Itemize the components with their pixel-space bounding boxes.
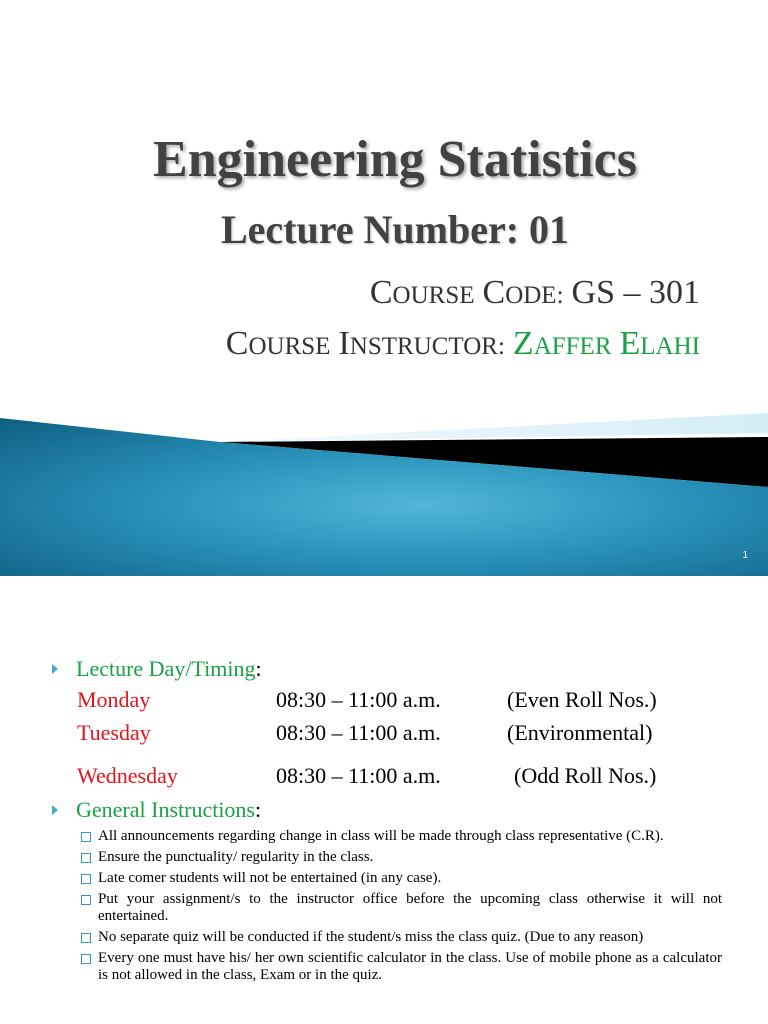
arrow-bullet-icon (52, 664, 58, 674)
schedule-note: (Environmental) (507, 720, 653, 745)
checkbox-bullet-icon (81, 954, 91, 964)
schedule-day: Wednesday (77, 763, 178, 788)
schedule-day: Tuesday (77, 720, 151, 745)
list-item: All announcements regarding change in class will be made through class representative (C.R). (80, 828, 722, 845)
schedule-day: Monday (77, 687, 151, 712)
checkbox-bullet-icon (81, 853, 91, 863)
list-item: Late comer students will not be entertained (in any case). (80, 870, 722, 887)
arrow-bullet-icon (52, 805, 58, 815)
slide-number: 1 (742, 550, 748, 561)
lecture-timing-heading: Lecture Day/Timing: (52, 656, 262, 682)
list-item: Ensure the punctuality/ regularity in the class. (80, 849, 722, 866)
slide-title: Engineering Statistics (153, 131, 637, 188)
general-instructions-heading: General Instructions: (52, 797, 261, 823)
lecture-number: Lecture Number: 01 (220, 207, 570, 252)
instructions-list (80, 828, 722, 988)
list-item: Every one must have his/ her own scientific calculator in the class. Use of mobile phone as a calculator is not allowed in the class, Exam or in the quiz. (80, 950, 722, 984)
schedule-time: 08:30 – 11:00 a.m. (276, 763, 441, 788)
schedule-time: 08:30 – 11:00 a.m. (276, 720, 441, 745)
schedule-time: 08:30 – 11:00 a.m. (276, 687, 441, 712)
checkbox-bullet-icon (81, 933, 91, 943)
list-item: Put your assignment/s to the instructor office before the upcoming class otherwise it will not entertained. (80, 891, 722, 925)
info-slide (0, 620, 768, 1024)
instructor-name: ZAFFER ELAHI (512, 325, 700, 362)
course-code-line: COURSE CODE: GS – 301 (369, 274, 700, 311)
schedule-note: (Even Roll Nos.) (507, 687, 657, 712)
course-instructor-line: COURSE INSTRUCTOR: ZAFFER ELAHI (225, 325, 700, 362)
course-code-value: GS – 301 (571, 274, 700, 311)
schedule-note: (Odd Roll Nos.) (514, 763, 657, 788)
decorative-banner (0, 405, 768, 576)
checkbox-bullet-icon (81, 874, 91, 884)
checkbox-bullet-icon (81, 832, 91, 842)
list-item: No separate quiz will be conducted if the student/s miss the class quiz. (Due to any reason) (80, 929, 722, 946)
checkbox-bullet-icon (81, 895, 91, 905)
